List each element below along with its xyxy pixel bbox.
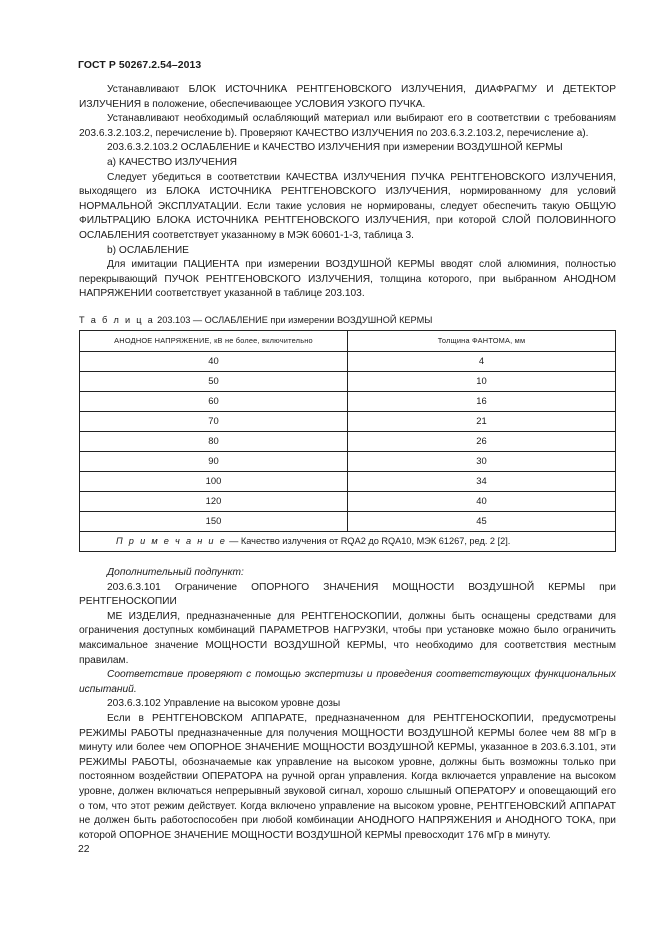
table-row — [80, 472, 616, 492]
column-header-thickness: Толщина ФАНТОМА, мм — [348, 331, 616, 352]
compliance-statement: Соответствие проверяют с помощью экспертизы и проведения соответствующих функциональных испытаний. — [79, 669, 616, 695]
voltage-cell: 90 — [80, 452, 348, 472]
voltage-cell: 150 — [80, 512, 348, 532]
table-caption-prefix: Т а б л и ц а — [79, 315, 155, 325]
table-row — [80, 492, 616, 512]
table-row — [80, 452, 616, 472]
note-label: П р и м е ч а н и е — [116, 536, 227, 547]
thickness-cell: 16 — [348, 392, 616, 412]
voltage-cell: 50 — [80, 372, 348, 392]
list-item: b) ОСЛАБЛЕНИЕ — [107, 244, 189, 256]
paragraph: Для имитации ПАЦИЕНТА при измерении ВОЗДУШНОЙ КЕРМЫ вводят слой алюминия, полностью перекрывающий ПУЧОК РЕНТГЕНОВСКОГО ИЗЛУЧЕНИЯ, толщина которого, при выбранном АНОДНОМ НАПРЯЖЕНИИ соответствует указанной в таблице 203.103. — [79, 259, 616, 300]
table-row — [80, 412, 616, 432]
subclause-heading: 203.6.3.101 Ограничение ОПОРНОГО ЗНАЧЕНИЯ МОЩНОСТИ ВОЗДУШНОЙ КЕРМЫ при РЕНТГЕНОСКОПИИ — [79, 581, 616, 608]
attenuation-table — [79, 330, 616, 552]
paragraph: Если в РЕНТГЕНОВСКОМ АППАРАТЕ, предназначенном для РЕНТГЕНОСКОПИИ, предусмотрены РЕЖИМЫ РАБОТЫ предназначенные для получения МОЩНОСТИ ВОЗДУШНОЙ КЕРМЫ более чем 88 мГр в минуту или более чем ОПОРНОЕ ЗНАЧЕНИЕ МОЩНОСТИ ВОЗДУШНОЙ КЕРМЫ, указанное в 203.6.3.101, эти РЕЖИМЫ РАБОТЫ, обозначаемые как управление на высоком уровне, должны быть возможны только при постоянном воздействии ОПЕРАТОРА на ручной орган управления. Когда включается управление на высоком уровне, должен включаться непрерывный звуковой сигнал, хорошо слышный ОПЕРАТОРУ и оповещающий его о том, что этот режим действует. Когда включено управление на высоком уровне, РЕНТГЕНОВСКИЙ АППАРАТ не должен быть работоспособен при любой комбинации АНОДНОГО НАПРЯЖЕНИЯ и АНОДНОГО ТОКА, при которой ОПОРНОЕ ЗНАЧЕНИЕ МОЩНОСТИ ВОЗДУШНОЙ КЕРМЫ превосходит 176 мГр в минуту. — [79, 712, 616, 841]
table-note — [80, 532, 616, 552]
additional-subclause-label: Дополнительный подпункт: — [107, 567, 244, 578]
paragraph: Следует убедиться в соответствии КАЧЕСТВА ИЗЛУЧЕНИЯ ПУЧКА РЕНТГЕНОВСКОГО ИЗЛУЧЕНИЯ, выходящего из БЛОКА ИСТОЧНИКА РЕНТГЕНОВСКОГО ИЗЛУЧЕНИЯ, нормированному для условий НОРМАЛЬНОЙ ЭКСПЛУАТАЦИИ. Если такие условия не нормированы, следует обеспечить такую ОБЩУЮ ФИЛЬТРАЦИЮ БЛОКА ИСТОЧНИКА РЕНТГЕНОВСКОГО ИЗЛУЧЕНИЯ, при которой СЛОЙ ПОЛОВИННОГО ОСЛАБЛЕНИЯ соответствует указанному в МЭК 60601-1-3, таблица 3. — [79, 171, 616, 241]
thickness-cell: 26 — [348, 432, 616, 452]
table-row — [80, 512, 616, 532]
thickness-cell: 34 — [348, 472, 616, 492]
table-note-row — [80, 532, 616, 552]
table-header-row — [80, 331, 616, 352]
paragraph: МЕ ИЗДЕЛИЯ, предназначенные для РЕНТГЕНОСКОПИИ, должны быть оснащены средствами для ограничения доступных комбинаций ПАРАМЕТРОВ НАГРУЗКИ, чтобы при установке можно было ограничить максимальное значение МОЩНОСТИ ВОЗДУШНОЙ КЕРМЫ, что необходимо для соответствия местным правилам. — [79, 610, 616, 666]
thickness-cell: 10 — [348, 372, 616, 392]
table-row — [80, 432, 616, 452]
thickness-cell: 4 — [348, 352, 616, 372]
subclause-heading: 203.6.3.102 Управление на высоком уровне дозы — [107, 698, 341, 710]
table-caption — [79, 313, 616, 328]
note-text: — Качество излучения от RQA2 до RQA10, МЭК 61267, ред. 2 [2]. — [226, 536, 511, 547]
voltage-cell: 100 — [80, 472, 348, 492]
paragraph: Устанавливают БЛОК ИСТОЧНИКА РЕНТГЕНОВСКОГО ИЗЛУЧЕНИЯ, ДИАФРАГМУ И ДЕТЕКТОР ИЗЛУЧЕНИЯ в положение, обеспечивающее УСЛОВИЯ УЗКОГО ПУЧКА. — [79, 84, 616, 110]
voltage-cell: 60 — [80, 392, 348, 412]
table-row — [80, 372, 616, 392]
table-caption-text: 203.103 — ОСЛАБЛЕНИЕ при измерении ВОЗДУШНОЙ КЕРМЫ — [157, 315, 433, 325]
page-number: 22 — [78, 844, 90, 855]
table-row — [80, 352, 616, 372]
thickness-cell: 30 — [348, 452, 616, 472]
section-text-bottom — [79, 566, 616, 843]
thickness-cell: 45 — [348, 512, 616, 532]
list-item: а) КАЧЕСТВО ИЗЛУЧЕНИЯ — [107, 156, 237, 168]
subclause-heading: 203.6.3.2.103.2 ОСЛАБЛЕНИЕ и КАЧЕСТВО ИЗЛУЧЕНИЯ при измерении ВОЗДУШНОЙ КЕРМЫ — [107, 142, 563, 154]
thickness-cell: 21 — [348, 412, 616, 432]
voltage-cell: 70 — [80, 412, 348, 432]
column-header-voltage: АНОДНОЕ НАПРЯЖЕНИЕ, кВ не более, включительно — [80, 331, 348, 352]
voltage-cell: 120 — [80, 492, 348, 512]
table-row — [80, 392, 616, 412]
thickness-cell: 40 — [348, 492, 616, 512]
document-header: ГОСТ Р 50267.2.54–2013 — [78, 60, 202, 71]
section-text-top — [79, 83, 616, 302]
voltage-cell: 80 — [80, 432, 348, 452]
voltage-cell: 40 — [80, 352, 348, 372]
paragraph: Устанавливают необходимый ослабляющий материал или выбирают его в соответствии с требованиям 203.6.3.2.103.2, перечисление b). Проверяют КАЧЕСТВО ИЗЛУЧЕНИЯ по 203.6.3.2.103.2, перечисление а). — [79, 113, 616, 139]
